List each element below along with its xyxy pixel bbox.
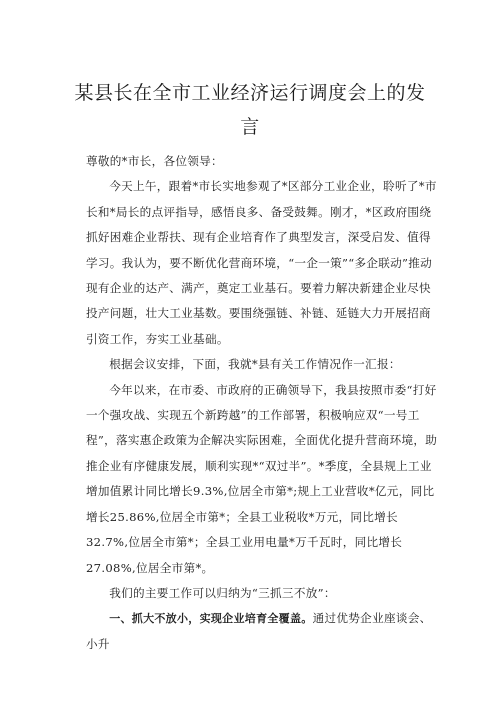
- document-body: [86, 149, 438, 657]
- section-paragraph: [86, 606, 438, 657]
- paragraph-report-intro: 根据会议安排，下面，我就*县有关工作情况作一汇报：: [109, 357, 401, 372]
- paragraph-summary: 我们的主要工作可以归纳为“三抓三不放”：: [109, 585, 336, 600]
- section-text: 通过优势企业座谈会、小升: [86, 611, 432, 651]
- paragraph-performance: 今年以来，在市委、市政府的正确领导下，我县按照市委“打好一个强攻战、实现五个新跨越”的工作部署，积极响应双“一号工程”，落实惠企政策为企解决实际困难，全面优化提升营商环境，助推企业有序健康发展，顺利实现*“双过半”。*季度，全县规上工业增加值累计同比增长9.3%,位居全市第*;规上工业营收*亿元，同比增长25.86%,位居全市第*；全县工业税收*万元，同比增长32.7%,位居全市第*；全县工业用电量*万千瓦时，同比增长27.08%,位居全市第*。: [86, 382, 438, 575]
- document-title: 某县长在全市工业经济运行调度会上的发言: [74, 82, 426, 138]
- section-heading: 一、抓大不放小，实现企业培育全覆盖。: [109, 612, 313, 626]
- paragraph-opening: 今天上午，跟着*市长实地参观了*区部分工业企业，聆听了*市长和*局长的点评指导，感悟良多、备受鼓舞。刚才，*区政府围绕抓好困难企业帮扶、现有企业培育作了典型发言，深受启发、值得学习。我认为，要不断优化营商环境，“一企一策”“多企联动”推动现有企业的达产、满产，奠定工业基石。要着力解决新建企业尽快投产问题，壮大工业基数。要围绕强链、补链、延链大力开展招商引资工作，夯实工业基础。: [86, 179, 437, 346]
- salutation: 尊敬的*市长，各位领导：: [86, 154, 223, 168]
